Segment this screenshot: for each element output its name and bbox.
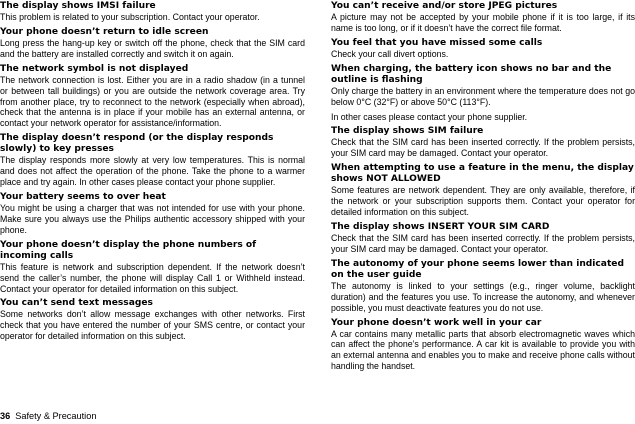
faq-section	[331, 163, 635, 218]
section-heading: You can’t receive and/or store JPEG pictures	[331, 1, 558, 11]
faq-section	[0, 298, 305, 342]
faq-section	[331, 318, 635, 373]
section-title: Safety & Precaution	[15, 411, 97, 421]
faq-section	[331, 1, 635, 34]
section-heading: The display shows IMSI failure	[0, 1, 156, 11]
page-number: 36	[0, 411, 11, 421]
faq-section	[0, 192, 305, 236]
section-heading: When charging, the battery icon shows no bar and the outline is flashing	[331, 63, 612, 85]
section-paragraph: Only charge the battery in an environment where the temperature does not go below 0°C (32°F) or above 50°C (113°F).	[331, 85, 635, 107]
section-paragraph: In other cases please contact your phone supplier.	[331, 111, 528, 122]
section-paragraph: A picture may not be accepted by your mobile phone if it is too large, if its name is too long, or if it doesn’t have the correct file format.	[331, 12, 635, 33]
faq-section	[331, 259, 635, 314]
section-heading: Your phone doesn’t return to idle screen	[0, 26, 209, 37]
section-heading: When attempting to use a feature in the menu, the display shows NOT ALLOWED	[331, 163, 634, 185]
section-paragraph: The network connection is lost. Either you are in a radio shadow (in a tunnel or between tall buildings) or you are outside the network coverage area. Try from another place, try to reconnect to the network (especially when abroad), check that the antenna is in place if your mobile has an external antenna, or contact your network operator for assistance/information.	[0, 74, 305, 129]
faq-section	[331, 222, 635, 255]
faq-section	[0, 64, 305, 130]
section-paragraph: This problem is related to your subscription. Contact your operator.	[0, 12, 260, 22]
faq-section	[0, 27, 305, 60]
faq-section	[0, 133, 305, 188]
faq-section	[331, 126, 635, 159]
section-paragraph: This feature is network and subscription dependent. If the network doesn’t send the caller’s number, the phone will display Call 1 or Withheld instead. Contact your operator for detailed information on this subject.	[0, 261, 305, 294]
section-paragraph: You might be using a charger that was not intended for use with your phone. Make sure you always use the Philips authentic accessory shipped with your phone.	[0, 202, 305, 235]
section-paragraph: Check that the SIM card has been inserted correctly. If the problem persists, your SIM card may be damaged. Contact your operator.	[331, 232, 635, 254]
section-paragraph: A car contains many metallic parts that absorb electromagnetic waves which can affect the phone’s performance. A car kit is available to provide you with an external antenna and enables you to make and receive phone calls without handling the handset.	[331, 328, 635, 372]
section-heading: Your phone doesn’t display the phone numbers of incoming calls	[0, 239, 257, 261]
section-heading: The network symbol is not displayed	[0, 63, 189, 74]
section-paragraph: Check that the SIM card has been inserted correctly. If the problem persists, your SIM card may be damaged. Contact your operator.	[331, 137, 635, 159]
section-heading: You can’t send text messages	[0, 298, 153, 309]
page-footer	[0, 411, 96, 422]
section-paragraph: The autonomy is linked to your settings (e.g., ringer volume, backlight duration) and the features you use. To increase the autonomy, and whenever possible, you must deactivate features you do not use.	[331, 280, 635, 313]
section-heading: The display shows INSERT YOUR SIM CARD	[331, 221, 550, 232]
faq-section	[331, 38, 635, 60]
left-column	[0, 1, 305, 346]
section-heading: The display shows SIM failure	[331, 126, 484, 137]
section-heading: The display doesn’t respond (or the display responds slowly) to key presses	[0, 133, 274, 155]
section-paragraph: Some networks don’t allow message exchanges with other networks. First check that you have entered the number of your SMS centre, or contact your operator for detailed information on this subject.	[0, 309, 305, 342]
right-column	[331, 1, 635, 376]
section-heading: Your phone doesn’t work well in your car	[331, 317, 542, 328]
section-paragraph: Some features are network dependent. They are only available, therefore, if the network or your subscription supports them. Contact your operator for detailed information on this subject.	[331, 185, 635, 218]
faq-section	[0, 1, 305, 23]
section-heading: The autonomy of your phone seems lower than indicated on the user guide	[331, 258, 624, 280]
section-heading: Your battery seems to over heat	[0, 191, 166, 202]
section-paragraph: The display responds more slowly at very low temperatures. This is normal and does not affect the operation of the phone. Take the phone to a warmer place and try again. In other cases please contact your phone supplier.	[0, 155, 305, 188]
section-paragraph: Long press the hang-up key or switch off the phone, check that the SIM card and the battery are installed correctly and switch it on again.	[0, 37, 305, 59]
section-heading: You feel that you have missed some calls	[331, 37, 543, 48]
faq-section	[331, 64, 635, 123]
faq-section	[0, 240, 305, 295]
section-paragraph: Check your call divert options.	[331, 48, 449, 59]
